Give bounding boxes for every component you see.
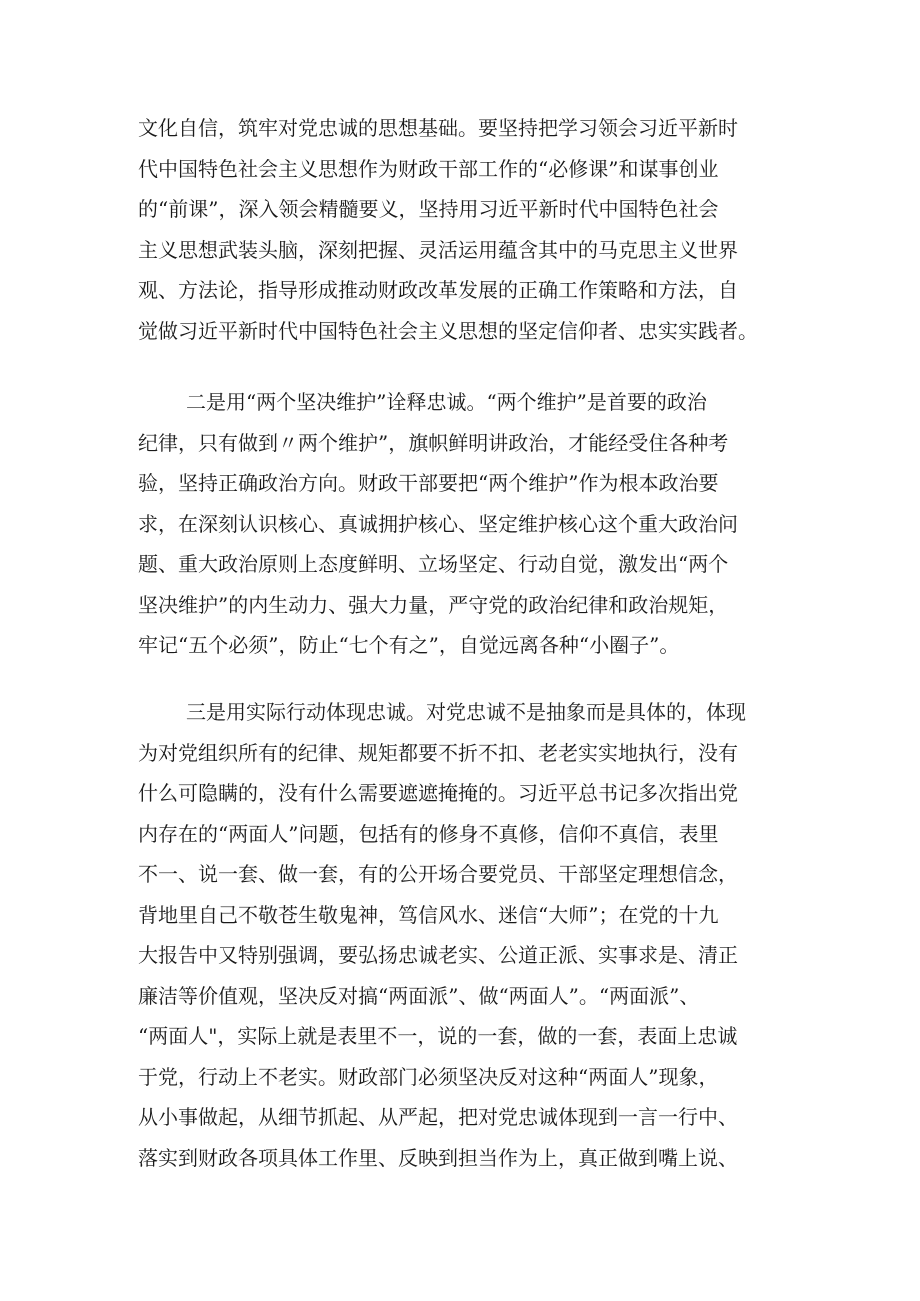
paragraph-line: 落实到财政各项具体工作里、反映到担当作为上，真正做到嘴上说、 [138, 1145, 738, 1170]
paragraph-line: 什么可隐瞒的，没有什么需要遮遮掩掩的。习近平总书记多次指出党 [138, 781, 738, 805]
paragraph-line: “两面人"，实际上就是表里不一，说的一套，做的一套，表面上忠诚 [138, 1024, 738, 1048]
paragraph-2 [138, 382, 798, 666]
paragraph-line: 题、重大政治原则上态度鲜明、立场坚定、行动自觉，激发出“两个 [138, 552, 729, 576]
paragraph-line: 代中国特色社会主义思想作为财政干部工作的“必修课”和谋事创业 [138, 156, 719, 181]
paragraph-3 [138, 692, 798, 1178]
paragraph-line: 背地里自己不敬苍生敬鬼神，笃信风水、迷信“大师”；在党的十九 [138, 902, 719, 927]
paragraph-line: 验，坚持正确政治方向。财政干部要把“两个维护”作为根本政治要 [138, 471, 719, 495]
paragraph-line: 二是用“两个坚决维护”诠释忠诚。“两个维护”是首要的政治 [186, 390, 707, 414]
paragraph-line: 大报告中又特别强调，要弘扬忠诚老实、公道正派、实事求是、清正 [138, 943, 738, 967]
paragraph-line: 的“前课”，深入领会精髓要义，坚持用习近平新时代中国特色社会 [138, 197, 719, 221]
paragraph-line: 三是用实际行动体现忠诚。对党忠诚不是抽象而是具体的，体现 [186, 700, 746, 724]
paragraph-line: 从小事做起，从细节抓起、从严起，把对党忠诚体现到一言一行中、 [138, 1105, 738, 1129]
paragraph-line: 不一、说一套、做一套，有的公开场合要党员、干部坚定理想信念， [138, 862, 738, 886]
paragraph-line: 觉做习近平新时代中国特色社会主义思想的坚定信仰者、忠实实践者。 [138, 318, 758, 343]
paragraph-line: 求，在深刻认识核心、真诚拥护核心、坚定维护核心这个重大政治问 [138, 511, 738, 536]
paragraph-line: 廉洁等价值观，坚决反对搞“两面派”、做“两面人”。“两面派”、 [138, 983, 700, 1008]
paragraph-line: 纪律，只有做到〃两个维护”，旗帜鲜明讲政治，才能经受住各种考 [138, 430, 729, 455]
paragraph-line: 文化自信，筑牢对党忠诚的思想基础。要坚持把学习领会习近平新时 [138, 116, 738, 140]
paragraph-line: 为对党组织所有的纪律、规矩都要不折不扣、老老实实地执行，没有 [138, 740, 738, 765]
paragraph-line: 坚决维护”的内生动力、强大力量，严守党的政治纪律和政治规矩， [138, 592, 729, 617]
paragraph-line: 主义思想武装头脑，深刻把握、灵活运用蕴含其中的马克思主义世界 [138, 237, 738, 262]
paragraph-line: 内存在的“两面人”问题，包括有的修身不真修，信仰不真信，表里 [138, 821, 719, 846]
paragraph-line: 牢记“五个必须”，防止“七个有之”，自觉远离各种“小圈子”。 [138, 633, 680, 657]
paragraph-line: 观、方法论，指导形成推动财政改革发展的正确工作策略和方法，自 [138, 278, 738, 302]
paragraph-line: 于党，行动上不老实。财政部门必须坚决反对这种“两面人”现象， [138, 1064, 719, 1089]
paragraph-1 [138, 108, 798, 351]
